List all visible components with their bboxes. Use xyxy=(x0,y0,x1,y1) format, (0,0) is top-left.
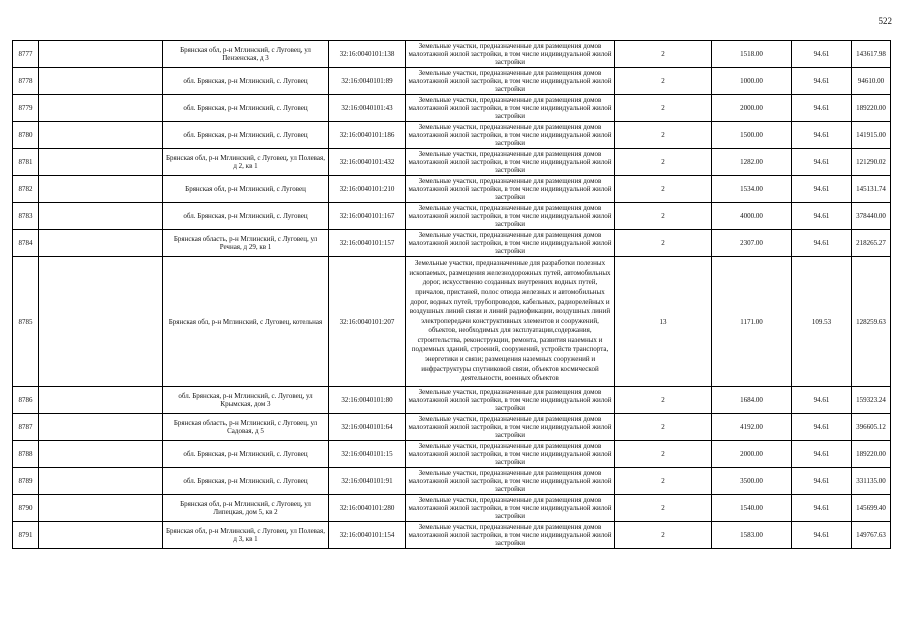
blank-cell xyxy=(39,495,163,522)
land-use-description-cell: Земельные участки, предназначенные для размещения домов малоэтажной жилой застройки, в том числе индивидуальной жилой застройки xyxy=(406,468,615,495)
table-row xyxy=(13,95,891,122)
address-cell: обл. Брянская, р-н Мглинский, с. Луговец xyxy=(163,203,329,230)
area-cell: 1282.00 xyxy=(712,149,792,176)
cadastral-number-cell: 32:16:0040101:280 xyxy=(329,495,406,522)
group-number-cell: 2 xyxy=(615,122,712,149)
row-number-cell: 8781 xyxy=(13,149,39,176)
rate-cell: 94.61 xyxy=(792,468,852,495)
row-number-cell: 8791 xyxy=(13,522,39,549)
cadastral-number-cell: 32:16:0040101:15 xyxy=(329,441,406,468)
land-use-description-cell: Земельные участки, предназначенные для размещения домов малоэтажной жилой застройки, в том числе индивидуальной жилой застройки xyxy=(406,122,615,149)
cadastral-number-cell: 32:16:0040101:89 xyxy=(329,68,406,95)
blank-cell xyxy=(39,414,163,441)
group-number-cell: 2 xyxy=(615,149,712,176)
cadastral-value-cell: 149767.63 xyxy=(852,522,891,549)
address-cell: обл. Брянская, р-н Мглинский, с. Луговец xyxy=(163,122,329,149)
table-row xyxy=(13,149,891,176)
cadastral-number-cell: 32:16:0040101:186 xyxy=(329,122,406,149)
blank-cell xyxy=(39,176,163,203)
cadastral-number-cell: 32:16:0040101:154 xyxy=(329,522,406,549)
group-number-cell: 2 xyxy=(615,203,712,230)
land-use-description-cell: Земельные участки, предназначенные для размещения домов малоэтажной жилой застройки, в том числе индивидуальной жилой застройки xyxy=(406,441,615,468)
blank-cell xyxy=(39,230,163,257)
land-use-description-cell: Земельные участки, предназначенные для размещения домов малоэтажной жилой застройки, в том числе индивидуальной жилой застройки xyxy=(406,522,615,549)
land-use-description-cell: Земельные участки, предназначенные для размещения домов малоэтажной жилой застройки, в том числе индивидуальной жилой застройки xyxy=(406,495,615,522)
rate-cell: 94.61 xyxy=(792,230,852,257)
rate-cell: 94.61 xyxy=(792,122,852,149)
cadastral-number-cell: 32:16:0040101:43 xyxy=(329,95,406,122)
row-number-cell: 8783 xyxy=(13,203,39,230)
cadastral-number-cell: 32:16:0040101:80 xyxy=(329,387,406,414)
group-number-cell: 2 xyxy=(615,414,712,441)
area-cell: 3500.00 xyxy=(712,468,792,495)
cadastral-value-cell: 189220.00 xyxy=(852,441,891,468)
cadastral-value-cell: 121290.02 xyxy=(852,149,891,176)
blank-cell xyxy=(39,468,163,495)
table-row xyxy=(13,468,891,495)
row-number-cell: 8782 xyxy=(13,176,39,203)
cadastral-value-cell: 396605.12 xyxy=(852,414,891,441)
rate-cell: 94.61 xyxy=(792,495,852,522)
address-cell: обл. Брянская, р-н Мглинский, с. Луговец xyxy=(163,68,329,95)
table-row xyxy=(13,203,891,230)
table-row xyxy=(13,441,891,468)
table-row xyxy=(13,522,891,549)
row-number-cell: 8778 xyxy=(13,68,39,95)
address-cell: Брянская область, р-н Мглинский, с Луговец, ул Речная, д 29, кв 1 xyxy=(163,230,329,257)
table-row xyxy=(13,176,891,203)
area-cell: 1000.00 xyxy=(712,68,792,95)
cadastral-value-cell: 159323.24 xyxy=(852,387,891,414)
blank-cell xyxy=(39,257,163,387)
table-row xyxy=(13,122,891,149)
row-number-cell: 8789 xyxy=(13,468,39,495)
cadastral-value-cell: 218265.27 xyxy=(852,230,891,257)
row-number-cell: 8787 xyxy=(13,414,39,441)
table-row xyxy=(13,495,891,522)
land-use-description-cell: Земельные участки, предназначенные для размещения домов малоэтажной жилой застройки, в том числе индивидуальной жилой застройки xyxy=(406,41,615,68)
group-number-cell: 13 xyxy=(615,257,712,387)
blank-cell xyxy=(39,387,163,414)
area-cell: 1684.00 xyxy=(712,387,792,414)
blank-cell xyxy=(39,522,163,549)
group-number-cell: 2 xyxy=(615,68,712,95)
rate-cell: 94.61 xyxy=(792,41,852,68)
address-cell: обл. Брянская, р-н Мглинский, с. Луговец xyxy=(163,95,329,122)
land-use-description-cell: Земельные участки, предназначенные для размещения домов малоэтажной жилой застройки, в том числе индивидуальной жилой застройки xyxy=(406,414,615,441)
rate-cell: 94.61 xyxy=(792,441,852,468)
address-cell: Брянская обл, р-н Мглинский, с Луговец, ул Липецкая, дом 5, кв 2 xyxy=(163,495,329,522)
group-number-cell: 2 xyxy=(615,468,712,495)
cadastral-number-cell: 32:16:0040101:157 xyxy=(329,230,406,257)
blank-cell xyxy=(39,441,163,468)
rate-cell: 94.61 xyxy=(792,414,852,441)
blank-cell xyxy=(39,149,163,176)
cadastral-value-cell: 94610.00 xyxy=(852,68,891,95)
rate-cell: 94.61 xyxy=(792,522,852,549)
group-number-cell: 2 xyxy=(615,522,712,549)
row-number-cell: 8785 xyxy=(13,257,39,387)
table-row xyxy=(13,230,891,257)
area-cell: 4000.00 xyxy=(712,203,792,230)
blank-cell xyxy=(39,203,163,230)
address-cell: Брянская обл, р-н Мглинский, с Луговец xyxy=(163,176,329,203)
land-use-description-cell: Земельные участки, предназначенные для размещения домов малоэтажной жилой застройки, в том числе индивидуальной жилой застройки xyxy=(406,95,615,122)
area-cell: 1540.00 xyxy=(712,495,792,522)
cadastral-value-cell: 331135.00 xyxy=(852,468,891,495)
group-number-cell: 2 xyxy=(615,495,712,522)
area-cell: 1500.00 xyxy=(712,122,792,149)
land-use-description-cell: Земельные участки, предназначенные для разработки полезных ископаемых, размещения железнодорожных путей, автомобильных дорог, искусственно созданных внутренних водных путей, причалов, пристаней, полос отвода железных и автомобильных дорог, водных путей, трубопроводов, кабельных, радиорелейных и воздушных линий связи и линий радиофикации, воздушных линий электропередачи конструктивных элементов и сооружений, объектов, необходимых для эксплуатации,содержания, строительства, реконструкции, ремонта, развития наземных и подземных зданий, строений, сооружений, устройств транспорта, энергетики и связи; размещения наземных сооружений и инфраструктуры спутниковой связи, объектов космической деятельности, военных объектов xyxy=(406,257,615,387)
cadastral-number-cell: 32:16:0040101:91 xyxy=(329,468,406,495)
rate-cell: 109.53 xyxy=(792,257,852,387)
rate-cell: 94.61 xyxy=(792,68,852,95)
land-use-description-cell: Земельные участки, предназначенные для размещения домов малоэтажной жилой застройки, в том числе индивидуальной жилой застройки xyxy=(406,230,615,257)
rate-cell: 94.61 xyxy=(792,149,852,176)
row-number-cell: 8784 xyxy=(13,230,39,257)
row-number-cell: 8786 xyxy=(13,387,39,414)
rate-cell: 94.61 xyxy=(792,203,852,230)
cadastral-value-cell: 189220.00 xyxy=(852,95,891,122)
land-registry-table xyxy=(12,40,891,549)
blank-cell xyxy=(39,41,163,68)
group-number-cell: 2 xyxy=(615,387,712,414)
group-number-cell: 2 xyxy=(615,441,712,468)
rate-cell: 94.61 xyxy=(792,95,852,122)
address-cell: обл. Брянская, р-н Мглинский, с. Луговец xyxy=(163,441,329,468)
address-cell: обл. Брянская, р-н Мглинский, с. Луговец xyxy=(163,468,329,495)
cadastral-value-cell: 143617.98 xyxy=(852,41,891,68)
table-row xyxy=(13,41,891,68)
cadastral-number-cell: 32:16:0040101:207 xyxy=(329,257,406,387)
row-number-cell: 8790 xyxy=(13,495,39,522)
area-cell: 4192.00 xyxy=(712,414,792,441)
cadastral-value-cell: 378440.00 xyxy=(852,203,891,230)
cadastral-value-cell: 145131.74 xyxy=(852,176,891,203)
area-cell: 1534.00 xyxy=(712,176,792,203)
land-use-description-cell: Земельные участки, предназначенные для размещения домов малоэтажной жилой застройки, в том числе индивидуальной жилой застройки xyxy=(406,149,615,176)
address-cell: Брянская обл, р-н Мглинский, с Луговец, ул Полевая, д 2, кв 1 xyxy=(163,149,329,176)
row-number-cell: 8779 xyxy=(13,95,39,122)
address-cell: Брянская обл, р-н Мглинский, с Луговец, котельная xyxy=(163,257,329,387)
row-number-cell: 8788 xyxy=(13,441,39,468)
rate-cell: 94.61 xyxy=(792,387,852,414)
table-row xyxy=(13,68,891,95)
area-cell: 2000.00 xyxy=(712,441,792,468)
row-number-cell: 8777 xyxy=(13,41,39,68)
blank-cell xyxy=(39,68,163,95)
area-cell: 1583.00 xyxy=(712,522,792,549)
page-number: 522 xyxy=(878,16,892,26)
group-number-cell: 2 xyxy=(615,176,712,203)
rate-cell: 94.61 xyxy=(792,176,852,203)
area-cell: 1518.00 xyxy=(712,41,792,68)
blank-cell xyxy=(39,95,163,122)
blank-cell xyxy=(39,122,163,149)
table-row xyxy=(13,257,891,387)
group-number-cell: 2 xyxy=(615,230,712,257)
area-cell: 2000.00 xyxy=(712,95,792,122)
row-number-cell: 8780 xyxy=(13,122,39,149)
table-body xyxy=(13,41,891,549)
cadastral-number-cell: 32:16:0040101:432 xyxy=(329,149,406,176)
address-cell: Брянская обл, р-н Мглинский, с Луговец, ул Пензенская, д 3 xyxy=(163,41,329,68)
table-row xyxy=(13,387,891,414)
cadastral-value-cell: 141915.00 xyxy=(852,122,891,149)
area-cell: 1171.00 xyxy=(712,257,792,387)
address-cell: Брянская область, р-н Мглинский, с Луговец, ул Садовая, д 5 xyxy=(163,414,329,441)
land-use-description-cell: Земельные участки, предназначенные для размещения домов малоэтажной жилой застройки, в том числе индивидуальной жилой застройки xyxy=(406,68,615,95)
address-cell: обл. Брянская, р-н Мглинский, с. Луговец, ул Крымская, дом 3 xyxy=(163,387,329,414)
group-number-cell: 2 xyxy=(615,95,712,122)
land-use-description-cell: Земельные участки, предназначенные для размещения домов малоэтажной жилой застройки, в том числе индивидуальной жилой застройки xyxy=(406,176,615,203)
cadastral-value-cell: 128259.63 xyxy=(852,257,891,387)
cadastral-number-cell: 32:16:0040101:64 xyxy=(329,414,406,441)
table-row xyxy=(13,414,891,441)
cadastral-number-cell: 32:16:0040101:138 xyxy=(329,41,406,68)
cadastral-number-cell: 32:16:0040101:167 xyxy=(329,203,406,230)
cadastral-value-cell: 145699.40 xyxy=(852,495,891,522)
area-cell: 2307.00 xyxy=(712,230,792,257)
group-number-cell: 2 xyxy=(615,41,712,68)
address-cell: Брянская обл, р-н Мглинский, с Луговец, ул Полевая, д 3, кв 1 xyxy=(163,522,329,549)
land-use-description-cell: Земельные участки, предназначенные для размещения домов малоэтажной жилой застройки, в том числе индивидуальной жилой застройки xyxy=(406,387,615,414)
land-use-description-cell: Земельные участки, предназначенные для размещения домов малоэтажной жилой застройки, в том числе индивидуальной жилой застройки xyxy=(406,203,615,230)
cadastral-number-cell: 32:16:0040101:210 xyxy=(329,176,406,203)
